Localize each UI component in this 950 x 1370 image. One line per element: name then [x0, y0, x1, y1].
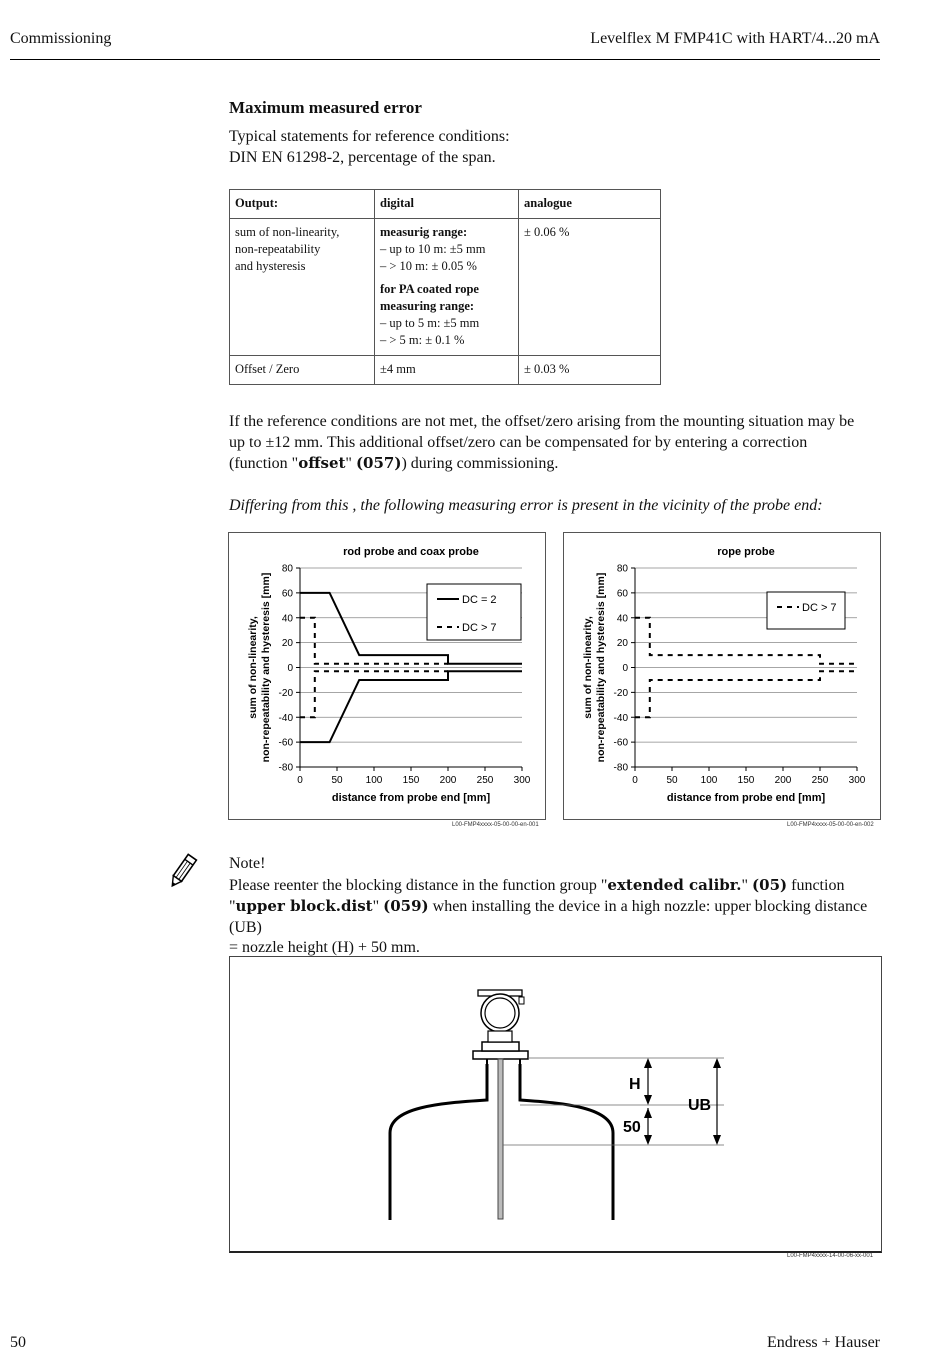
y-tick-label: -80 — [613, 762, 628, 774]
y-tick-label: -60 — [278, 737, 293, 749]
nozzle-diagram-svg — [230, 957, 881, 1251]
note-line: = nozzle height (H) + 50 mm. — [229, 939, 420, 956]
table-header-digital: digital — [375, 190, 519, 219]
x-tick-label: 250 — [476, 775, 494, 786]
italic-note: Differing from this , the following measuring error is present in the vicinity of the probe end: — [229, 497, 823, 514]
text-span: function — [787, 876, 845, 894]
table-header-output: Output: — [230, 190, 375, 219]
y-tick-label: -40 — [613, 712, 628, 724]
legend-label: DC = 2 — [462, 594, 497, 606]
intro-text — [229, 126, 881, 168]
table-header-analogue: analogue — [519, 190, 661, 219]
cell-subtitle: measurig range: — [380, 225, 468, 239]
text-span: ) during commissioning. — [401, 455, 559, 472]
x-tick-label: 150 — [737, 775, 755, 786]
housing-window — [485, 998, 515, 1028]
series-line-lower — [300, 671, 448, 717]
flange — [473, 1051, 528, 1059]
text-span: " — [229, 898, 236, 915]
measured-error-table — [229, 189, 661, 385]
probe-rod — [498, 1059, 503, 1219]
cell-subtitle: measuring range: — [380, 299, 475, 313]
y-tick-label: 80 — [281, 563, 293, 575]
y-tick-label: -20 — [278, 687, 293, 699]
header-product: Levelflex M FMP41C with HART/4...20 mA — [590, 30, 880, 47]
cell-line: and hysteresis — [235, 259, 306, 273]
y-axis-label: sum of non-linearity,non-repeatability and hysteresis [mm] — [247, 572, 272, 763]
y-tick-label: 80 — [616, 563, 628, 575]
para-line — [229, 453, 881, 474]
table-cell-analogue: ± 0.03 % — [519, 356, 661, 385]
chart-title: rope probe — [717, 546, 775, 558]
x-tick-label: 300 — [848, 775, 866, 786]
series-line-lower — [300, 671, 522, 742]
cell-line: non-repeatability — [235, 242, 321, 256]
y-tick-label: 0 — [287, 663, 293, 674]
x-axis-label: distance from probe end [mm] — [331, 792, 491, 804]
chart-rod-probe-svg — [229, 533, 545, 819]
series-line-lower — [635, 671, 857, 717]
section-title: Maximum measured error — [229, 98, 422, 117]
note-line — [229, 875, 881, 897]
cell-line: sum of non-linearity, — [235, 225, 340, 239]
brand-name: Endress + Hauser — [767, 1334, 880, 1351]
cell-subtitle: for PA coated rope — [380, 282, 479, 296]
x-tick-label: 150 — [402, 775, 420, 786]
series-line-upper — [300, 618, 448, 664]
note-title: Note! — [229, 855, 266, 872]
legend-label: DC > 7 — [462, 622, 497, 634]
table-cell-analogue: ± 0.06 % — [519, 219, 661, 356]
header-divider — [10, 59, 880, 60]
function-name: offset — [298, 454, 346, 472]
cable-gland — [519, 997, 524, 1004]
y-tick-label: 20 — [281, 638, 293, 650]
y-tick-label: -80 — [278, 762, 293, 774]
note-line — [229, 896, 881, 938]
pencil-note-icon — [162, 852, 202, 892]
table-cell-label — [230, 219, 375, 356]
x-tick-label: 0 — [632, 775, 638, 786]
chart-title: rod probe and coax probe — [343, 546, 479, 558]
text-span: " — [372, 898, 384, 915]
offset-paragraph — [229, 411, 881, 474]
table-header-row — [230, 190, 661, 219]
table-row — [230, 219, 661, 356]
note-block — [229, 854, 881, 959]
table-row — [230, 356, 661, 385]
y-tick-label: 0 — [622, 663, 628, 674]
x-tick-label: 50 — [331, 775, 343, 786]
label-h: H — [629, 1076, 641, 1093]
x-tick-label: 50 — [666, 775, 678, 786]
x-tick-label: 300 — [513, 775, 531, 786]
chart-rope-probe-svg — [564, 533, 880, 819]
legend-label: DC > 7 — [802, 602, 837, 614]
x-tick-label: 200 — [774, 775, 792, 786]
page-number: 50 — [10, 1334, 26, 1351]
x-tick-label: 100 — [365, 775, 383, 786]
y-tick-label: -60 — [613, 737, 628, 749]
function-code: (059) — [383, 897, 429, 915]
housing-neck — [488, 1031, 512, 1042]
x-tick-label: 200 — [439, 775, 457, 786]
chart-ref-1: L00-FMP4xxxx-05-00-00-en-001 — [452, 822, 539, 828]
chart-ref-2: L00-FMP4xxxx-05-00-00-en-002 — [787, 822, 874, 828]
text-span: (function " — [229, 455, 299, 472]
function-code: (057) — [355, 454, 402, 472]
y-tick-label: 40 — [616, 613, 628, 625]
x-tick-label: 0 — [297, 775, 303, 786]
text-span: " — [741, 876, 753, 894]
text-span: " — [345, 455, 356, 472]
table-cell-digital — [375, 219, 519, 356]
x-tick-label: 100 — [700, 775, 718, 786]
header-section: Commissioning — [10, 30, 112, 47]
text-span: when installing the device in a high nozzle: upper blocking distance (UB) — [229, 898, 868, 936]
diagram-ref: L00-FMP4xxxx-14-00-06-xx-001 — [787, 1253, 874, 1259]
x-tick-label: 250 — [811, 775, 829, 786]
label-50: 50 — [623, 1119, 641, 1136]
y-tick-label: -40 — [278, 712, 293, 724]
intro-line-2: DIN EN 61298-2, percentage of the span. — [229, 149, 496, 166]
x-axis-label: distance from probe end [mm] — [666, 792, 826, 804]
nozzle-diagram — [229, 956, 882, 1253]
y-tick-label: 60 — [616, 588, 628, 600]
y-tick-label: 20 — [616, 638, 628, 650]
table-cell-label: Offset / Zero — [230, 356, 375, 385]
cell-line: – > 10 m: ± 0.05 % — [380, 259, 477, 273]
function-group-code: (05) — [752, 875, 788, 894]
tank-wall-left — [390, 1064, 487, 1220]
y-axis-label: sum of non-linearity,non-repeatability and hysteresis [mm] — [582, 572, 607, 763]
intro-line-1: Typical statements for reference conditions: — [229, 128, 510, 145]
table-cell-digital: ±4 mm — [375, 356, 519, 385]
chart-rod-probe — [228, 532, 546, 820]
cell-line: – > 5 m: ± 0.1 % — [380, 333, 465, 347]
tank-wall-right — [520, 1064, 613, 1220]
y-tick-label: 40 — [281, 613, 293, 625]
cell-line: – up to 5 m: ±5 mm — [380, 316, 480, 330]
y-tick-label: -20 — [613, 687, 628, 699]
flange-neck — [482, 1042, 519, 1051]
function-group-name: extended calibr. — [607, 875, 742, 894]
chart-rope-probe — [563, 532, 881, 820]
text-span: Please reenter the blocking distance in the function group " — [229, 876, 608, 894]
cell-line: – up to 10 m: ±5 mm — [380, 242, 486, 256]
label-ub: UB — [688, 1097, 712, 1114]
y-tick-label: 60 — [281, 588, 293, 600]
para-line: If the reference conditions are not met, the offset/zero arising from the mounting situation may be — [229, 413, 855, 430]
para-line: up to ±12 mm. This additional offset/zero can be compensated for by entering a correction — [229, 434, 808, 451]
function-name: upper block.dist — [235, 897, 373, 915]
